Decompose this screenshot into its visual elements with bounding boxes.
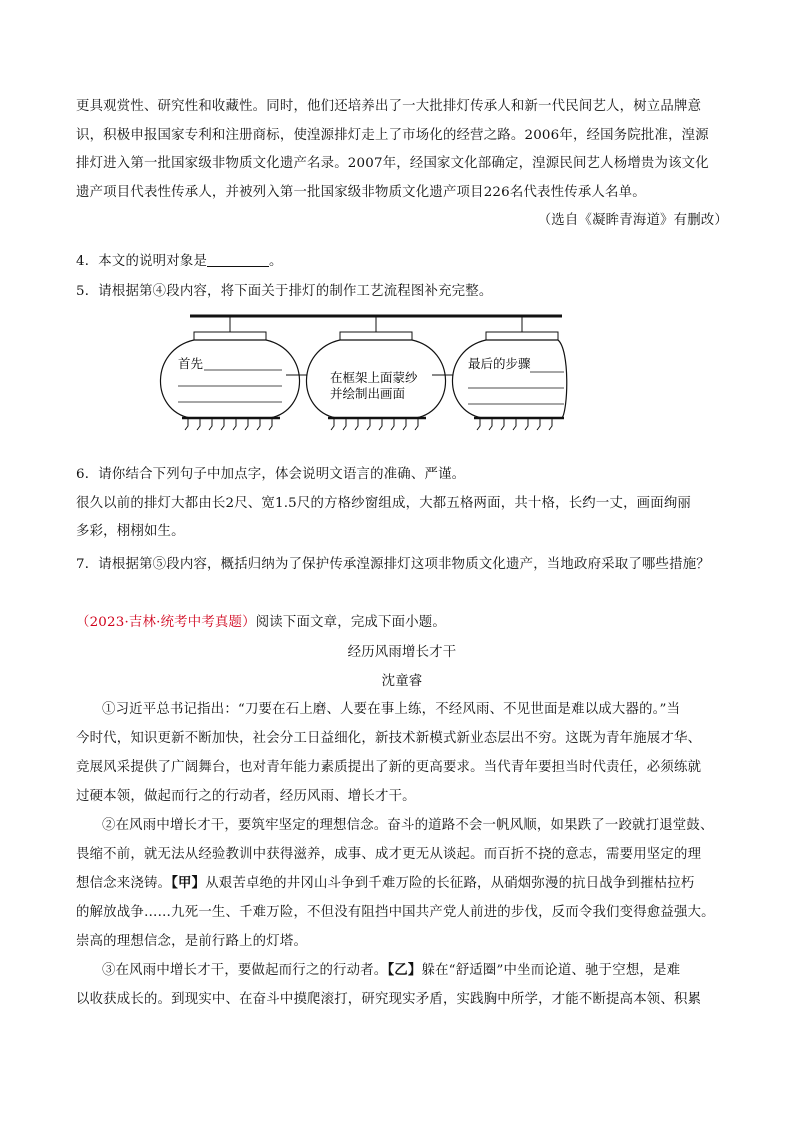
- text-line: [76, 869, 728, 898]
- text-line: 畏缩不前，就无法从经验教训中获得滋养，成事、成才更无从谈起。而百折不挠的意志，需要用坚定的理: [76, 847, 702, 862]
- text-line: 竞展风采提供了广阔舞台，也对青年能力素质提出了新的更高要求。当代青年要担当时代责任，必须练就: [76, 760, 702, 775]
- text-line: ②在风雨中增长才干，要筑牢坚定的理想信念。奋斗的道路不会一帆风顺，如果跌了一跤就打退堂鼓、: [102, 818, 714, 833]
- text-part: 想信念来浇铸。: [76, 876, 172, 891]
- text-line: 过硬本领，做起而行之的行动者，经历风雨、增长才干。: [76, 789, 416, 804]
- box3-label: 最后的步骤: [468, 356, 531, 371]
- question-6: [76, 461, 728, 547]
- box2-line2: 并绘制出画面: [330, 386, 406, 401]
- text-line: 更具观赏性、研究性和收藏性。同时，他们还培养出了一大批排灯传承人和新一代民间艺人，树立品牌意: [76, 99, 702, 114]
- blank-marker-b: 【乙】: [387, 962, 422, 978]
- text-line: 以收获成长的。到现实中、在奋斗中摸爬滚打，研究现实矛盾，实践胸中所学，才能不断提高本领、积累: [76, 992, 702, 1007]
- answer-blank[interactable]: [207, 252, 269, 267]
- article-header: [76, 639, 728, 696]
- q6-sentence-line1: [76, 490, 728, 519]
- blank-marker-a: 【甲】: [171, 875, 206, 891]
- question-5: [76, 278, 728, 307]
- source-citation: （选自《凝眸青海道》有删改）: [537, 213, 728, 228]
- text-line: 排灯进入第一批国家级非物质文化遗产名录。2007年，经国家文化部确定，湟源民间艺人杨增贵为该文化: [76, 156, 709, 171]
- article-title: 经历风雨增长才干: [347, 645, 457, 660]
- text-line: [76, 956, 728, 985]
- question-7: [76, 551, 728, 580]
- q6-sentence-part: 一丈，画面绚丽: [595, 495, 692, 511]
- lantern-step-1: [160, 316, 299, 430]
- text-line: 崇高的理想信念，是前行路上的灯塔。: [76, 934, 308, 949]
- lantern-step-2: [306, 316, 445, 430]
- article-body: [76, 695, 728, 1014]
- q4-prefix: 4．本文的说明对象是: [76, 254, 208, 269]
- text-line: ①习近平总书记指出：“刀要在石上磨、人要在事上练，不经风雨、不见世面是难以成大器的。”当: [102, 702, 681, 717]
- exam-instruction: 阅读下面文章，完成下面小题。: [255, 615, 446, 630]
- text-line: 遗产项目代表性传承人，并被列入第一批国家级非物质文化遗产项目226名代表性传承人名单。: [76, 184, 646, 200]
- paragraph-top: [76, 93, 728, 236]
- dotted-character: 约: [582, 495, 596, 511]
- box1-label: 首先: [178, 356, 204, 371]
- q7-text: 7．请根据第⑤段内容，概括归纳为了保护传承湟源排灯这项非物质文化遗产，当地政府采取了哪些措施？: [76, 557, 710, 572]
- text-part: ③在风雨中增长才干，要做起而行之的行动者。: [102, 963, 388, 978]
- q6-sentence-line2: 多彩，栩栩如生。: [76, 524, 185, 539]
- exam-source: （2023·吉林·统考中考真题）: [76, 615, 256, 630]
- box2-line1: 在框架上面蒙纱: [330, 370, 418, 385]
- q6-sentence-part: 很久以前的排灯大都由长2尺、宽1.5尺的方格纱窗组成，大都五格两面，共十格，长: [76, 495, 583, 511]
- q5-text: 5．请根据第④段内容，将下面关于排灯的制作工艺流程图补充完整。: [76, 284, 493, 299]
- text-line: 今时代，知识更新不断加快，社会分工日益细化，新技术新模式新业态层出不穷。这既为青年施展才华、: [76, 731, 702, 746]
- exam-heading: [76, 609, 728, 638]
- text-line: 的解放战争……九死一生、千难万险，不但没有阻挡中国共产党人前进的步伐，反而令我们变得愈益强大。: [76, 905, 715, 920]
- q6-text: 6．请你结合下列句子中加点字，体会说明文语言的准确、严谨。: [76, 467, 466, 482]
- lantern-step-3: [452, 316, 566, 430]
- question-4: [76, 248, 728, 277]
- text-line: 识，积极申报国家专利和注册商标，使湟源排灯走上了市场化的经营之路。2006年，经国务院批准，湟源: [76, 127, 709, 143]
- text-part: 躲在“舒适圈”中坐而论道、驰于空想，是难: [421, 963, 681, 978]
- lantern-flow-diagram: [150, 310, 570, 440]
- q4-suffix: 。: [269, 254, 283, 269]
- article-author: 沈童睿: [381, 673, 423, 689]
- text-part: 从艰苦卓绝的井冈山斗争到千难万险的长征路，从硝烟弥漫的抗日战争到摧枯拉朽: [205, 876, 695, 891]
